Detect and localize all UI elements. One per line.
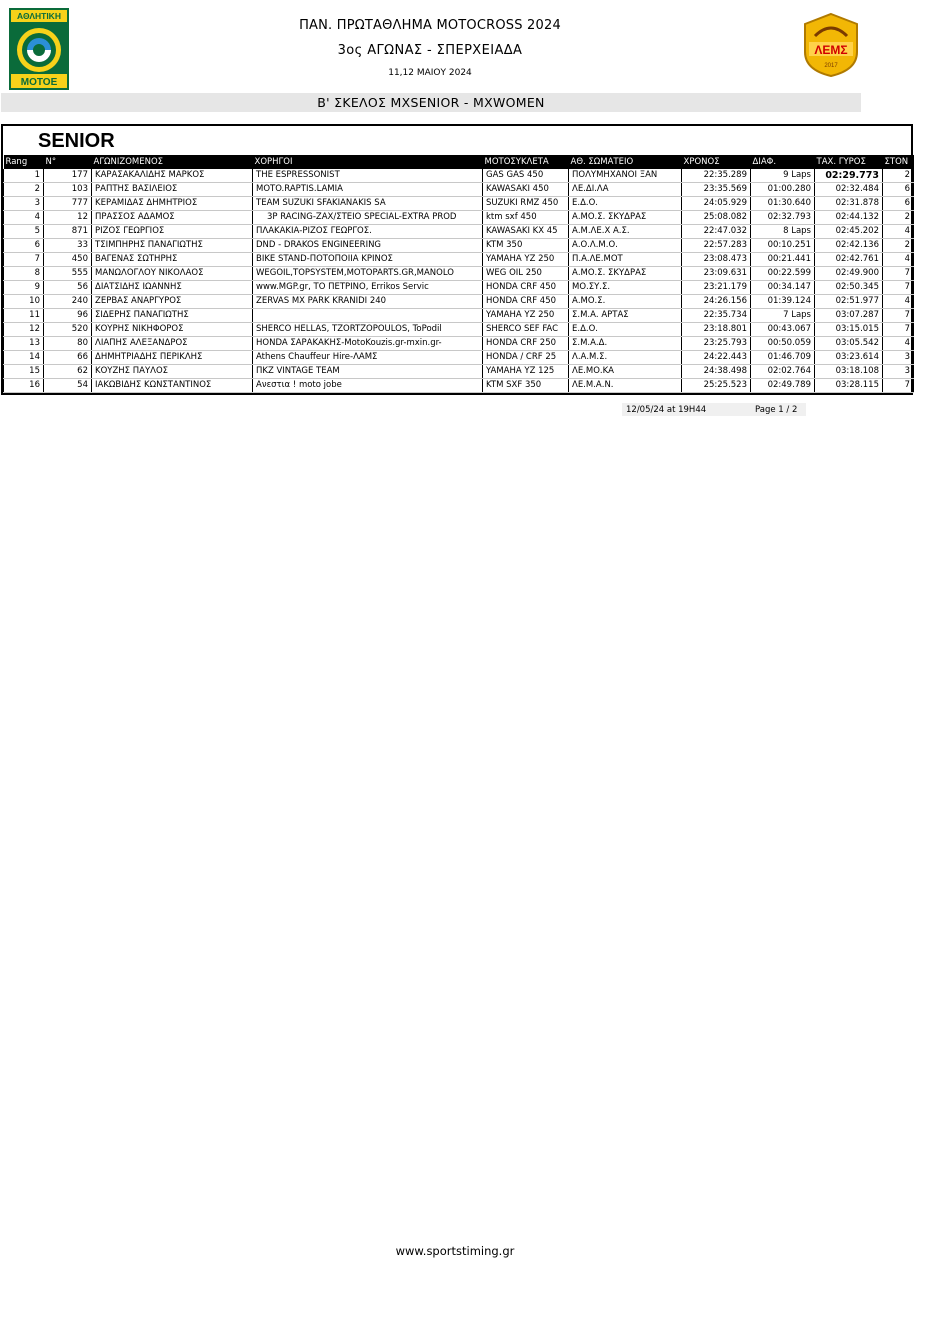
cell-rank: 13 — [4, 337, 44, 351]
cell-time: 23:21.179 — [682, 281, 751, 295]
cell-club: Π.Α.ΛΕ.ΜΟΤ — [569, 253, 682, 267]
cell-motorcycle: YAMAHA YZ 250 — [483, 253, 569, 267]
race-subtitle-bar — [1, 93, 861, 112]
cell-rank: 15 — [4, 365, 44, 379]
table-row — [4, 253, 914, 267]
cell-number: 450 — [44, 253, 92, 267]
cell-number: 777 — [44, 197, 92, 211]
cell-rider: ΙΑΚΩΒΙΔΗΣ ΚΩΝΣΤΑΝΤΙΝΟΣ — [92, 379, 253, 393]
event-date: 11,12 ΜΑΙΟΥ 2024 — [388, 68, 472, 78]
table-row — [4, 169, 914, 183]
website-link[interactable]: www.sportstiming.gr — [395, 1244, 515, 1258]
svg-text:2017: 2017 — [824, 63, 838, 69]
cell-time: 24:22.443 — [682, 351, 751, 365]
cell-sponsors: DND - DRAKOS ENGINEERING — [253, 239, 483, 253]
cell-club: Α.Ο.Λ.Μ.Ο. — [569, 239, 682, 253]
cell-on-lap: 7 — [883, 281, 914, 295]
cell-gap: 00:10.251 — [751, 239, 815, 253]
cell-time: 24:38.498 — [682, 365, 751, 379]
cell-sponsors: BIKE STAND-ΠΟΤΟΠΟΙΙΑ ΚΡΙΝΟΣ — [253, 253, 483, 267]
cell-motorcycle: KTM SXF 350 — [483, 379, 569, 393]
cell-best-lap: 02:29.773 — [815, 169, 883, 183]
cell-number: 33 — [44, 239, 92, 253]
category-title: SENIOR — [38, 130, 115, 152]
cell-best-lap: 03:23.614 — [815, 351, 883, 365]
cell-gap: 01:30.640 — [751, 197, 815, 211]
cell-sponsors: WEGOIL,TOPSYSTEM,MOTOPARTS.GR,MANOLO — [253, 267, 483, 281]
column-header-club: ΑΘ. ΣΩΜΑΤΕΙΟ — [569, 155, 682, 169]
cell-gap: 02:02.764 — [751, 365, 815, 379]
table-row — [4, 211, 914, 225]
cell-rider: ΤΣΙΜΠΗΡΗΣ ΠΑΝΑΓΙΩΤΗΣ — [92, 239, 253, 253]
cell-best-lap: 03:07.287 — [815, 309, 883, 323]
cell-gap: 00:22.599 — [751, 267, 815, 281]
cell-on-lap: 3 — [883, 365, 914, 379]
cell-rider: ΚΟΥΡΗΣ ΝΙΚΗΦΟΡΟΣ — [92, 323, 253, 337]
cell-club: Ε.Δ.Ο. — [569, 197, 682, 211]
table-row — [4, 267, 914, 281]
cell-on-lap: 4 — [883, 253, 914, 267]
cell-rider: ΒΑΓΕΝΑΣ ΣΩΤΗΡΗΣ — [92, 253, 253, 267]
cell-club: ΜΟ.ΣΥ.Σ. — [569, 281, 682, 295]
cell-motorcycle: KAWASAKI 450 — [483, 183, 569, 197]
cell-time: 23:08.473 — [682, 253, 751, 267]
cell-number: 62 — [44, 365, 92, 379]
column-header-rider: ΑΓΩΝΙΖΟΜΕΝΟΣ — [92, 155, 253, 169]
cell-rank: 3 — [4, 197, 44, 211]
cell-rider: ΜΑΝΩΛΟΓΛΟΥ ΝΙΚΟΛΑΟΣ — [92, 267, 253, 281]
cell-club: Α.Μ.ΛΕ.Χ Α.Σ. — [569, 225, 682, 239]
cell-on-lap: 6 — [883, 183, 914, 197]
table-row — [4, 281, 914, 295]
cell-sponsors: ΠΛΑΚΑΚΙΑ-ΡΙΖΟΣ ΓΕΩΡΓΟΣ. — [253, 225, 483, 239]
cell-rank: 10 — [4, 295, 44, 309]
cell-gap: 00:50.059 — [751, 337, 815, 351]
cell-best-lap: 03:28.115 — [815, 379, 883, 393]
table-row — [4, 337, 914, 351]
cell-number: 54 — [44, 379, 92, 393]
cell-club: ΠΟΛΥΜΗΧΑΝΟΙ ΞΑΝ — [569, 169, 682, 183]
cell-sponsors: THE ESPRESSONIST — [253, 169, 483, 183]
cell-sponsors: Athens Chauffeur Hire-ΛΑΜΣ — [253, 351, 483, 365]
cell-time: 22:35.734 — [682, 309, 751, 323]
cell-rider: ΛΙΑΠΗΣ ΑΛΕΞΑΝΔΡΟΣ — [92, 337, 253, 351]
cell-motorcycle: ktm sxf 450 — [483, 211, 569, 225]
cell-best-lap: 02:44.132 — [815, 211, 883, 225]
svg-text:ΜΟΤΟΕ: ΜΟΤΟΕ — [20, 77, 58, 88]
cell-on-lap: 2 — [883, 239, 914, 253]
cell-rider: ΡΑΠΤΗΣ ΒΑΣΙΛΕΙΟΣ — [92, 183, 253, 197]
cell-number: 103 — [44, 183, 92, 197]
cell-time: 25:25.523 — [682, 379, 751, 393]
table-row — [4, 309, 914, 323]
cell-motorcycle: YAMAHA YZ 250 — [483, 309, 569, 323]
cell-rider: ΚΟΥΖΗΣ ΠΑΥΛΟΣ — [92, 365, 253, 379]
cell-club: Λ.Α.Μ.Σ. — [569, 351, 682, 365]
cell-on-lap: 7 — [883, 379, 914, 393]
cell-number: 520 — [44, 323, 92, 337]
cell-on-lap: 4 — [883, 337, 914, 351]
cell-rank: 2 — [4, 183, 44, 197]
cell-time: 25:08.082 — [682, 211, 751, 225]
cell-motorcycle: HONDA CRF 250 — [483, 337, 569, 351]
cell-club: Σ.Μ.Α. ΑΡΤΑΣ — [569, 309, 682, 323]
cell-best-lap: 03:05.542 — [815, 337, 883, 351]
column-header-sponsors: ΧΟΡΗΓΟΙ — [253, 155, 483, 169]
cell-rank: 1 — [4, 169, 44, 183]
column-header-gap: ΔΙΑΦ. — [751, 155, 815, 169]
cell-rank: 7 — [4, 253, 44, 267]
cell-sponsors — [253, 309, 483, 323]
cell-sponsors: 3P RACING-ZAX/ΣΤΕΙΟ SPECIAL-EXTRA PROD — [253, 211, 483, 225]
table-row — [4, 197, 914, 211]
championship-title: ΠΑΝ. ΠΡΩΤΑΘΛΗΜΑ MOTOCROSS 2024 — [299, 18, 561, 33]
cell-time: 23:09.631 — [682, 267, 751, 281]
cell-motorcycle: KTM 350 — [483, 239, 569, 253]
table-header-row — [4, 155, 914, 169]
cell-sponsors: www.MGP.gr, ΤΟ ΠΕΤΡΙΝΟ, Errikos Servic — [253, 281, 483, 295]
cell-sponsors: HONDA ΣΑΡΑΚΑΚΗΣ-MotoKouzis.gr-mxin.gr- — [253, 337, 483, 351]
cell-best-lap: 02:42.761 — [815, 253, 883, 267]
table-row — [4, 225, 914, 239]
cell-club: ΛΕ.ΔΙ.ΛΑ — [569, 183, 682, 197]
cell-best-lap: 02:51.977 — [815, 295, 883, 309]
column-header-on-lap: ΣΤΟΝ — [883, 155, 914, 169]
cell-on-lap: 4 — [883, 295, 914, 309]
cell-rider: ΚΕΡΑΜΙΔΑΣ ΔΗΜΗΤΡΙΟΣ — [92, 197, 253, 211]
cell-club: Σ.Μ.Α.Δ. — [569, 337, 682, 351]
cell-time: 22:57.283 — [682, 239, 751, 253]
table-row — [4, 239, 914, 253]
cell-club: Α.ΜΟ.Σ. ΣΚΥΔΡΑΣ — [569, 211, 682, 225]
cell-gap: 9 Laps — [751, 169, 815, 183]
cell-club: ΛΕ.ΜΟ.ΚΑ — [569, 365, 682, 379]
svg-text:ΛΕΜΣ: ΛΕΜΣ — [814, 43, 848, 57]
cell-gap: 00:21.441 — [751, 253, 815, 267]
cell-on-lap: 2 — [883, 211, 914, 225]
cell-number: 240 — [44, 295, 92, 309]
column-header-best-lap: ΤΑΧ. ΓΥΡΟΣ — [815, 155, 883, 169]
cell-club: ΛΕ.Μ.Α.Ν. — [569, 379, 682, 393]
cell-time: 24:26.156 — [682, 295, 751, 309]
table-row — [4, 379, 914, 393]
column-header-number: N° — [44, 155, 92, 169]
cell-rider: ΠΡΑΣΣΟΣ ΑΔΑΜΟΣ — [92, 211, 253, 225]
cell-rider: ΚΑΡΑΣΑΚΑΛΙΔΗΣ ΜΑΡΚΟΣ — [92, 169, 253, 183]
cell-best-lap: 02:31.878 — [815, 197, 883, 211]
cell-sponsors: ZERVAS MX PARK KRANIDI 240 — [253, 295, 483, 309]
cell-time: 23:18.801 — [682, 323, 751, 337]
printed-timestamp: 12/05/24 at 19H44 — [626, 405, 707, 415]
cell-rank: 5 — [4, 225, 44, 239]
cell-number: 66 — [44, 351, 92, 365]
cell-gap: 8 Laps — [751, 225, 815, 239]
cell-gap: 00:34.147 — [751, 281, 815, 295]
cell-rank: 16 — [4, 379, 44, 393]
cell-motorcycle: HONDA CRF 450 — [483, 295, 569, 309]
cell-best-lap: 02:50.345 — [815, 281, 883, 295]
cell-best-lap: 03:18.108 — [815, 365, 883, 379]
table-row — [4, 365, 914, 379]
cell-motorcycle: HONDA CRF 450 — [483, 281, 569, 295]
cell-sponsors: MOTO.RAPTIS.LAMIA — [253, 183, 483, 197]
cell-number: 56 — [44, 281, 92, 295]
table-row — [4, 351, 914, 365]
cell-time: 24:05.929 — [682, 197, 751, 211]
cell-number: 12 — [44, 211, 92, 225]
cell-motorcycle: HONDA / CRF 25 — [483, 351, 569, 365]
cell-club: Α.ΜΟ.Σ. — [569, 295, 682, 309]
cell-rider: ΔΗΜΗΤΡΙΑΔΗΣ ΠΕΡΙΚΛΗΣ — [92, 351, 253, 365]
cell-number: 555 — [44, 267, 92, 281]
cell-time: 22:47.032 — [682, 225, 751, 239]
cell-gap: 02:49.789 — [751, 379, 815, 393]
cell-best-lap: 02:45.202 — [815, 225, 883, 239]
cell-on-lap: 3 — [883, 351, 914, 365]
cell-rank: 11 — [4, 309, 44, 323]
cell-number: 871 — [44, 225, 92, 239]
cell-gap: 01:00.280 — [751, 183, 815, 197]
cell-time: 23:25.793 — [682, 337, 751, 351]
cell-motorcycle: SHERCO SEF FAC — [483, 323, 569, 337]
table-row — [4, 183, 914, 197]
cell-gap: 02:32.793 — [751, 211, 815, 225]
cell-rider: ΣΙΔΕΡΗΣ ΠΑΝΑΓΙΩΤΗΣ — [92, 309, 253, 323]
cell-gap: 7 Laps — [751, 309, 815, 323]
cell-on-lap: 7 — [883, 323, 914, 337]
page-number: Page 1 / 2 — [755, 405, 798, 415]
cell-club: Ε.Δ.Ο. — [569, 323, 682, 337]
event-name: 3ος ΑΓΩΝΑΣ - ΣΠΕΡΧΕΙΑΔΑ — [337, 43, 523, 58]
cell-motorcycle: GAS GAS 450 — [483, 169, 569, 183]
column-header-rank: Rang — [4, 155, 44, 169]
cell-motorcycle: KAWASAKI KX 45 — [483, 225, 569, 239]
cell-sponsors: TEAM SUZUKI SFAKIANAKIS SA — [253, 197, 483, 211]
cell-best-lap: 02:49.900 — [815, 267, 883, 281]
cell-rank: 12 — [4, 323, 44, 337]
results-table — [3, 155, 914, 393]
results-box — [1, 124, 913, 395]
cell-rank: 14 — [4, 351, 44, 365]
cell-on-lap: 7 — [883, 309, 914, 323]
cell-number: 80 — [44, 337, 92, 351]
cell-gap: 00:43.067 — [751, 323, 815, 337]
cell-gap: 01:46.709 — [751, 351, 815, 365]
cell-on-lap: 2 — [883, 169, 914, 183]
svg-text:ΑΘΛΗΤΙΚΗ: ΑΘΛΗΤΙΚΗ — [17, 11, 61, 21]
cell-best-lap: 02:32.484 — [815, 183, 883, 197]
table-row — [4, 295, 914, 309]
cell-time: 23:35.569 — [682, 183, 751, 197]
cell-sponsors: SHERCO HELLAS, TZORTZOPOULOS, ToPodil — [253, 323, 483, 337]
cell-best-lap: 03:15.015 — [815, 323, 883, 337]
cell-motorcycle: YAMAHA YZ 125 — [483, 365, 569, 379]
cell-motorcycle: SUZUKI RMZ 450 — [483, 197, 569, 211]
cell-number: 177 — [44, 169, 92, 183]
column-header-motorcycle: ΜΟΤΟΣΥΚΛΕΤΑ — [483, 155, 569, 169]
cell-number: 96 — [44, 309, 92, 323]
cell-on-lap: 6 — [883, 197, 914, 211]
cell-on-lap: 4 — [883, 225, 914, 239]
table-row — [4, 323, 914, 337]
cell-best-lap: 02:42.136 — [815, 239, 883, 253]
cell-rider: ΖΕΡΒΑΣ ΑΝΑΡΓΥΡΟΣ — [92, 295, 253, 309]
cell-sponsors: Ανεστια ! moto jobe — [253, 379, 483, 393]
cell-on-lap: 7 — [883, 267, 914, 281]
cell-motorcycle: WEG OIL 250 — [483, 267, 569, 281]
cell-gap: 01:39.124 — [751, 295, 815, 309]
cell-rider: ΡΙΖΟΣ ΓΕΩΡΓΙΟΣ — [92, 225, 253, 239]
cell-sponsors: ΠΚΖ VINTAGE TEAM — [253, 365, 483, 379]
cell-rank: 8 — [4, 267, 44, 281]
cell-rank: 6 — [4, 239, 44, 253]
race-subtitle: Β' ΣΚΕΛΟΣ MXSENIOR - MXWOMEN — [317, 95, 545, 110]
cell-rank: 4 — [4, 211, 44, 225]
column-header-time: ΧΡΟΝΟΣ — [682, 155, 751, 169]
cell-rider: ΔΙΑΤΣΙΔΗΣ ΙΩΑΝΝΗΣ — [92, 281, 253, 295]
cell-club: Α.ΜΟ.Σ. ΣΚΥΔΡΑΣ — [569, 267, 682, 281]
cell-time: 22:35.289 — [682, 169, 751, 183]
cell-rank: 9 — [4, 281, 44, 295]
